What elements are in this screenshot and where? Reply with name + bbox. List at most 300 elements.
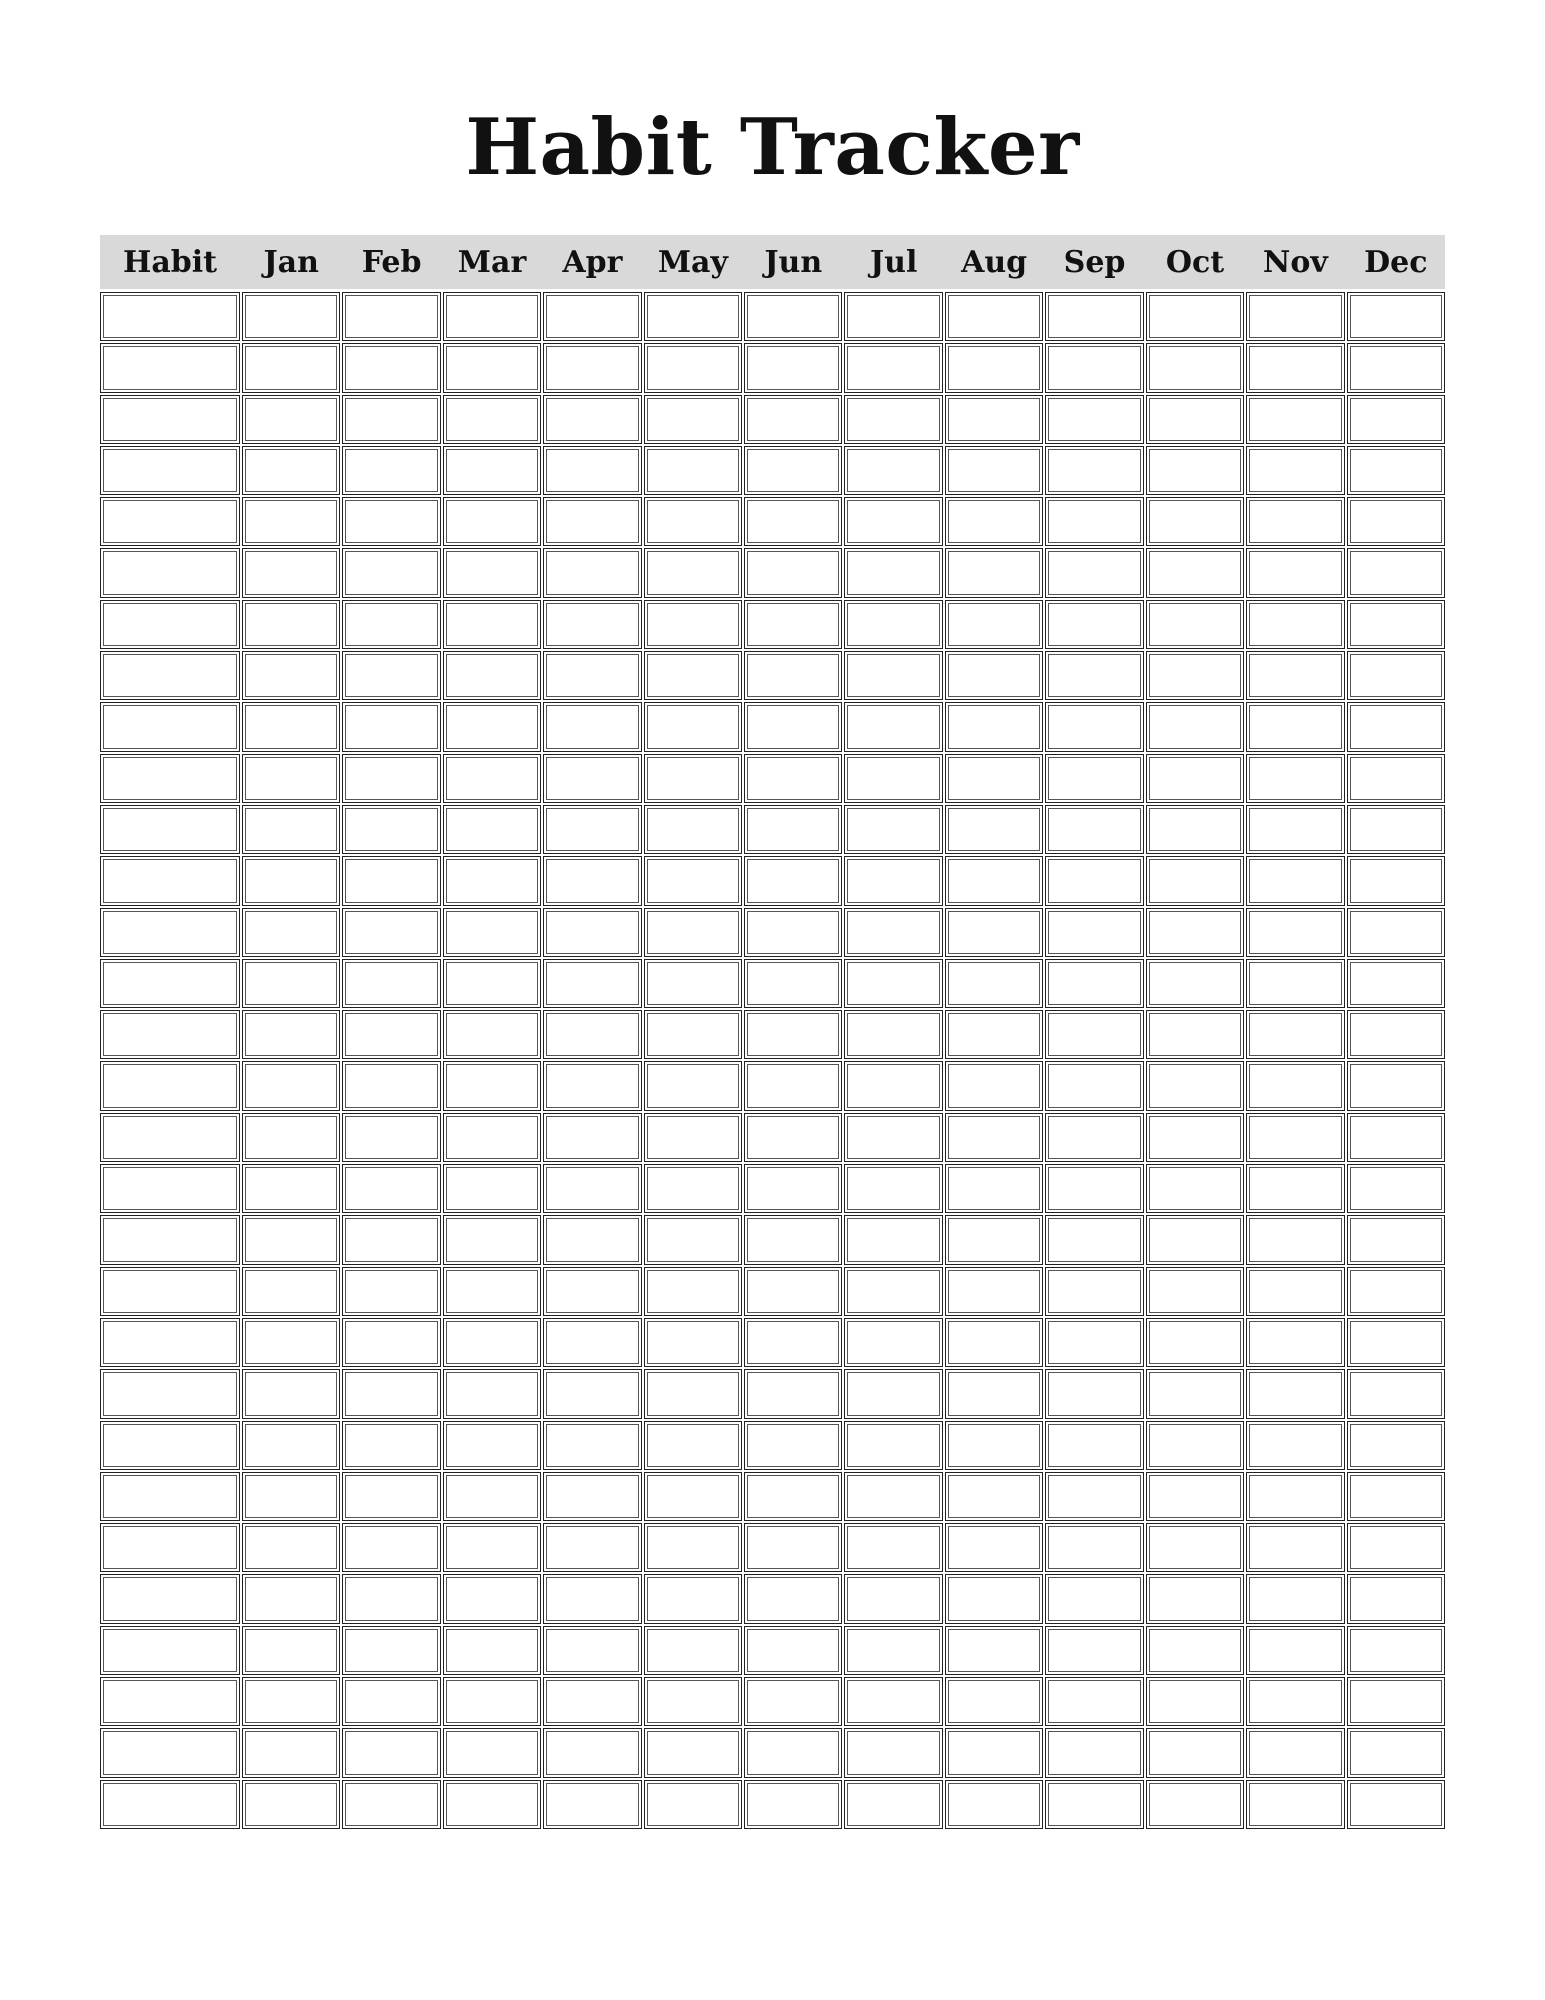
month-check-cell[interactable] [1246,1113,1344,1162]
month-check-cell[interactable] [1146,497,1244,546]
month-check-cell[interactable] [945,754,1043,803]
month-check-cell[interactable] [242,856,340,905]
month-check-cell[interactable] [744,1267,842,1316]
month-check-cell[interactable] [342,292,440,341]
habit-name-cell[interactable] [100,1369,240,1418]
month-check-cell[interactable] [945,446,1043,495]
month-check-cell[interactable] [242,1061,340,1110]
month-check-cell[interactable] [1146,1677,1244,1726]
month-check-cell[interactable] [1246,1574,1344,1623]
month-check-cell[interactable] [242,1523,340,1572]
month-check-cell[interactable] [945,395,1043,444]
month-check-cell[interactable] [644,1677,742,1726]
month-check-cell[interactable] [744,343,842,392]
month-check-cell[interactable] [543,805,641,854]
month-check-cell[interactable] [1347,1472,1445,1521]
month-check-cell[interactable] [1347,805,1445,854]
month-check-cell[interactable] [342,908,440,957]
habit-name-cell[interactable] [100,1318,240,1367]
habit-name-cell[interactable] [100,754,240,803]
habit-name-cell[interactable] [100,1780,240,1829]
month-check-cell[interactable] [342,1267,440,1316]
month-check-cell[interactable] [744,1472,842,1521]
month-check-cell[interactable] [945,856,1043,905]
month-check-cell[interactable] [744,702,842,751]
month-check-cell[interactable] [443,908,541,957]
month-check-cell[interactable] [945,1523,1043,1572]
month-check-cell[interactable] [945,1728,1043,1777]
month-check-cell[interactable] [945,292,1043,341]
month-check-cell[interactable] [844,600,942,649]
month-check-cell[interactable] [1347,446,1445,495]
month-check-cell[interactable] [1347,343,1445,392]
month-check-cell[interactable] [543,1215,641,1264]
month-check-cell[interactable] [242,1421,340,1470]
month-check-cell[interactable] [1045,548,1143,597]
month-check-cell[interactable] [644,1421,742,1470]
month-check-cell[interactable] [242,805,340,854]
month-check-cell[interactable] [744,651,842,700]
month-check-cell[interactable] [744,1164,842,1213]
month-check-cell[interactable] [844,959,942,1008]
month-check-cell[interactable] [1246,1626,1344,1675]
month-check-cell[interactable] [844,702,942,751]
month-check-cell[interactable] [945,1369,1043,1418]
month-check-cell[interactable] [1246,1421,1344,1470]
month-check-cell[interactable] [1045,446,1143,495]
month-check-cell[interactable] [1045,702,1143,751]
month-check-cell[interactable] [644,1728,742,1777]
month-check-cell[interactable] [945,1318,1043,1367]
month-check-cell[interactable] [1246,702,1344,751]
month-check-cell[interactable] [1146,1523,1244,1572]
month-check-cell[interactable] [1246,1164,1344,1213]
habit-name-cell[interactable] [100,1421,240,1470]
month-check-cell[interactable] [342,1677,440,1726]
month-check-cell[interactable] [342,1061,440,1110]
month-check-cell[interactable] [242,548,340,597]
month-check-cell[interactable] [443,1574,541,1623]
month-check-cell[interactable] [342,702,440,751]
month-check-cell[interactable] [1146,1215,1244,1264]
month-check-cell[interactable] [744,1523,842,1572]
month-check-cell[interactable] [1246,1318,1344,1367]
month-check-cell[interactable] [443,497,541,546]
month-check-cell[interactable] [242,343,340,392]
month-check-cell[interactable] [242,1010,340,1059]
month-check-cell[interactable] [543,651,641,700]
month-check-cell[interactable] [543,1780,641,1829]
month-check-cell[interactable] [945,651,1043,700]
month-check-cell[interactable] [543,497,641,546]
month-check-cell[interactable] [1146,702,1244,751]
month-check-cell[interactable] [1246,292,1344,341]
month-check-cell[interactable] [945,1164,1043,1213]
month-check-cell[interactable] [844,1318,942,1367]
habit-name-cell[interactable] [100,908,240,957]
month-check-cell[interactable] [443,343,541,392]
month-check-cell[interactable] [1045,1318,1143,1367]
month-check-cell[interactable] [443,1164,541,1213]
month-check-cell[interactable] [242,754,340,803]
month-check-cell[interactable] [744,908,842,957]
month-check-cell[interactable] [443,1523,541,1572]
month-check-cell[interactable] [342,651,440,700]
month-check-cell[interactable] [1246,1677,1344,1726]
month-check-cell[interactable] [644,1061,742,1110]
month-check-cell[interactable] [443,548,541,597]
month-check-cell[interactable] [644,959,742,1008]
month-check-cell[interactable] [945,1113,1043,1162]
habit-name-cell[interactable] [100,497,240,546]
habit-name-cell[interactable] [100,1164,240,1213]
month-check-cell[interactable] [744,292,842,341]
month-check-cell[interactable] [1146,1010,1244,1059]
month-check-cell[interactable] [543,1472,641,1521]
month-check-cell[interactable] [242,1574,340,1623]
month-check-cell[interactable] [443,446,541,495]
month-check-cell[interactable] [543,446,641,495]
month-check-cell[interactable] [443,805,541,854]
month-check-cell[interactable] [443,1061,541,1110]
month-check-cell[interactable] [744,856,842,905]
month-check-cell[interactable] [945,908,1043,957]
month-check-cell[interactable] [945,1472,1043,1521]
month-check-cell[interactable] [1347,395,1445,444]
month-check-cell[interactable] [844,1164,942,1213]
month-check-cell[interactable] [1246,548,1344,597]
month-check-cell[interactable] [443,1677,541,1726]
month-check-cell[interactable] [744,600,842,649]
month-check-cell[interactable] [844,1061,942,1110]
month-check-cell[interactable] [242,1267,340,1316]
month-check-cell[interactable] [945,959,1043,1008]
month-check-cell[interactable] [945,548,1043,597]
month-check-cell[interactable] [1246,497,1344,546]
month-check-cell[interactable] [443,856,541,905]
habit-name-cell[interactable] [100,702,240,751]
month-check-cell[interactable] [1347,548,1445,597]
month-check-cell[interactable] [1045,1472,1143,1521]
month-check-cell[interactable] [342,1728,440,1777]
month-check-cell[interactable] [1045,959,1143,1008]
month-check-cell[interactable] [744,548,842,597]
month-check-cell[interactable] [1146,1728,1244,1777]
month-check-cell[interactable] [1045,1574,1143,1623]
month-check-cell[interactable] [1146,1421,1244,1470]
habit-name-cell[interactable] [100,1523,240,1572]
month-check-cell[interactable] [342,395,440,444]
month-check-cell[interactable] [443,600,541,649]
month-check-cell[interactable] [844,1677,942,1726]
habit-name-cell[interactable] [100,805,240,854]
month-check-cell[interactable] [342,754,440,803]
month-check-cell[interactable] [844,651,942,700]
month-check-cell[interactable] [945,600,1043,649]
month-check-cell[interactable] [644,446,742,495]
month-check-cell[interactable] [1347,1215,1445,1264]
habit-name-cell[interactable] [100,446,240,495]
month-check-cell[interactable] [644,1010,742,1059]
month-check-cell[interactable] [1246,1523,1344,1572]
month-check-cell[interactable] [1045,651,1143,700]
month-check-cell[interactable] [543,1574,641,1623]
month-check-cell[interactable] [744,1626,842,1675]
month-check-cell[interactable] [1146,908,1244,957]
month-check-cell[interactable] [1045,1728,1143,1777]
month-check-cell[interactable] [644,651,742,700]
month-check-cell[interactable] [945,1626,1043,1675]
habit-name-cell[interactable] [100,395,240,444]
month-check-cell[interactable] [844,1523,942,1572]
month-check-cell[interactable] [242,1113,340,1162]
month-check-cell[interactable] [443,754,541,803]
month-check-cell[interactable] [945,702,1043,751]
month-check-cell[interactable] [844,548,942,597]
month-check-cell[interactable] [844,1780,942,1829]
month-check-cell[interactable] [1347,856,1445,905]
month-check-cell[interactable] [1347,1421,1445,1470]
month-check-cell[interactable] [1146,1164,1244,1213]
month-check-cell[interactable] [1045,1215,1143,1264]
month-check-cell[interactable] [1146,1113,1244,1162]
month-check-cell[interactable] [945,1574,1043,1623]
month-check-cell[interactable] [1045,754,1143,803]
month-check-cell[interactable] [1246,600,1344,649]
month-check-cell[interactable] [644,1369,742,1418]
month-check-cell[interactable] [744,1780,842,1829]
month-check-cell[interactable] [644,497,742,546]
month-check-cell[interactable] [443,292,541,341]
month-check-cell[interactable] [443,395,541,444]
month-check-cell[interactable] [1347,600,1445,649]
month-check-cell[interactable] [1246,908,1344,957]
month-check-cell[interactable] [1045,1113,1143,1162]
month-check-cell[interactable] [543,1113,641,1162]
month-check-cell[interactable] [844,856,942,905]
month-check-cell[interactable] [443,1780,541,1829]
month-check-cell[interactable] [1347,1010,1445,1059]
habit-name-cell[interactable] [100,1574,240,1623]
month-check-cell[interactable] [844,395,942,444]
month-check-cell[interactable] [443,1010,541,1059]
month-check-cell[interactable] [543,1728,641,1777]
month-check-cell[interactable] [1347,1677,1445,1726]
month-check-cell[interactable] [1146,1780,1244,1829]
month-check-cell[interactable] [342,1164,440,1213]
month-check-cell[interactable] [744,1113,842,1162]
month-check-cell[interactable] [443,1626,541,1675]
month-check-cell[interactable] [1045,1164,1143,1213]
month-check-cell[interactable] [1347,1626,1445,1675]
month-check-cell[interactable] [1146,600,1244,649]
habit-name-cell[interactable] [100,1472,240,1521]
month-check-cell[interactable] [443,1369,541,1418]
month-check-cell[interactable] [844,292,942,341]
month-check-cell[interactable] [1246,805,1344,854]
month-check-cell[interactable] [242,600,340,649]
month-check-cell[interactable] [443,1318,541,1367]
month-check-cell[interactable] [844,1113,942,1162]
month-check-cell[interactable] [1246,1061,1344,1110]
month-check-cell[interactable] [1347,1574,1445,1623]
habit-name-cell[interactable] [100,1113,240,1162]
month-check-cell[interactable] [844,1626,942,1675]
month-check-cell[interactable] [342,805,440,854]
month-check-cell[interactable] [1146,1472,1244,1521]
month-check-cell[interactable] [1146,1574,1244,1623]
habit-name-cell[interactable] [100,1728,240,1777]
month-check-cell[interactable] [1146,959,1244,1008]
month-check-cell[interactable] [342,497,440,546]
month-check-cell[interactable] [342,959,440,1008]
month-check-cell[interactable] [644,1164,742,1213]
month-check-cell[interactable] [744,1677,842,1726]
month-check-cell[interactable] [443,1472,541,1521]
month-check-cell[interactable] [1246,1010,1344,1059]
month-check-cell[interactable] [242,1728,340,1777]
habit-name-cell[interactable] [100,600,240,649]
month-check-cell[interactable] [1246,754,1344,803]
month-check-cell[interactable] [1347,1061,1445,1110]
month-check-cell[interactable] [443,959,541,1008]
month-check-cell[interactable] [342,1215,440,1264]
month-check-cell[interactable] [342,1626,440,1675]
month-check-cell[interactable] [644,1318,742,1367]
habit-name-cell[interactable] [100,1215,240,1264]
month-check-cell[interactable] [1045,1626,1143,1675]
month-check-cell[interactable] [543,1421,641,1470]
month-check-cell[interactable] [1246,1472,1344,1521]
month-check-cell[interactable] [1146,1267,1244,1316]
month-check-cell[interactable] [1045,497,1143,546]
month-check-cell[interactable] [1347,1318,1445,1367]
month-check-cell[interactable] [945,343,1043,392]
month-check-cell[interactable] [1246,343,1344,392]
habit-name-cell[interactable] [100,1061,240,1110]
month-check-cell[interactable] [1146,292,1244,341]
month-check-cell[interactable] [342,1472,440,1521]
month-check-cell[interactable] [242,292,340,341]
month-check-cell[interactable] [644,754,742,803]
month-check-cell[interactable] [1045,1523,1143,1572]
month-check-cell[interactable] [543,856,641,905]
month-check-cell[interactable] [1347,1113,1445,1162]
month-check-cell[interactable] [1045,1010,1143,1059]
habit-name-cell[interactable] [100,1626,240,1675]
month-check-cell[interactable] [744,1369,842,1418]
month-check-cell[interactable] [1045,600,1143,649]
habit-name-cell[interactable] [100,651,240,700]
month-check-cell[interactable] [342,1318,440,1367]
month-check-cell[interactable] [844,754,942,803]
month-check-cell[interactable] [1246,1267,1344,1316]
month-check-cell[interactable] [1246,1780,1344,1829]
month-check-cell[interactable] [342,1574,440,1623]
month-check-cell[interactable] [1347,1780,1445,1829]
month-check-cell[interactable] [1045,856,1143,905]
month-check-cell[interactable] [1347,1164,1445,1213]
month-check-cell[interactable] [342,1010,440,1059]
month-check-cell[interactable] [945,1010,1043,1059]
month-check-cell[interactable] [242,1677,340,1726]
month-check-cell[interactable] [644,1780,742,1829]
month-check-cell[interactable] [1246,395,1344,444]
month-check-cell[interactable] [744,1574,842,1623]
habit-name-cell[interactable] [100,548,240,597]
month-check-cell[interactable] [242,1369,340,1418]
month-check-cell[interactable] [242,1472,340,1521]
month-check-cell[interactable] [1246,856,1344,905]
month-check-cell[interactable] [443,702,541,751]
month-check-cell[interactable] [644,702,742,751]
month-check-cell[interactable] [1347,908,1445,957]
month-check-cell[interactable] [1146,1318,1244,1367]
month-check-cell[interactable] [242,908,340,957]
month-check-cell[interactable] [744,1010,842,1059]
month-check-cell[interactable] [844,1369,942,1418]
month-check-cell[interactable] [1347,754,1445,803]
month-check-cell[interactable] [644,1626,742,1675]
month-check-cell[interactable] [1146,446,1244,495]
month-check-cell[interactable] [443,1421,541,1470]
month-check-cell[interactable] [543,395,641,444]
month-check-cell[interactable] [1347,1523,1445,1572]
month-check-cell[interactable] [744,395,842,444]
month-check-cell[interactable] [443,651,541,700]
month-check-cell[interactable] [443,1267,541,1316]
month-check-cell[interactable] [1045,908,1143,957]
month-check-cell[interactable] [242,1164,340,1213]
month-check-cell[interactable] [644,395,742,444]
month-check-cell[interactable] [1045,1677,1143,1726]
month-check-cell[interactable] [543,343,641,392]
habit-name-cell[interactable] [100,343,240,392]
month-check-cell[interactable] [543,548,641,597]
month-check-cell[interactable] [342,1780,440,1829]
month-check-cell[interactable] [945,1215,1043,1264]
month-check-cell[interactable] [342,343,440,392]
month-check-cell[interactable] [1045,1421,1143,1470]
month-check-cell[interactable] [1146,651,1244,700]
month-check-cell[interactable] [242,497,340,546]
month-check-cell[interactable] [644,600,742,649]
month-check-cell[interactable] [242,395,340,444]
month-check-cell[interactable] [543,1010,641,1059]
month-check-cell[interactable] [1045,1061,1143,1110]
month-check-cell[interactable] [945,805,1043,854]
month-check-cell[interactable] [1045,292,1143,341]
month-check-cell[interactable] [1246,1728,1344,1777]
month-check-cell[interactable] [1347,1728,1445,1777]
month-check-cell[interactable] [844,1728,942,1777]
month-check-cell[interactable] [844,1421,942,1470]
month-check-cell[interactable] [644,292,742,341]
month-check-cell[interactable] [1146,805,1244,854]
month-check-cell[interactable] [342,548,440,597]
month-check-cell[interactable] [443,1215,541,1264]
month-check-cell[interactable] [744,1215,842,1264]
month-check-cell[interactable] [242,1215,340,1264]
month-check-cell[interactable] [644,1574,742,1623]
month-check-cell[interactable] [242,1780,340,1829]
month-check-cell[interactable] [844,497,942,546]
month-check-cell[interactable] [543,1318,641,1367]
month-check-cell[interactable] [744,446,842,495]
month-check-cell[interactable] [1347,497,1445,546]
month-check-cell[interactable] [543,702,641,751]
month-check-cell[interactable] [844,1574,942,1623]
